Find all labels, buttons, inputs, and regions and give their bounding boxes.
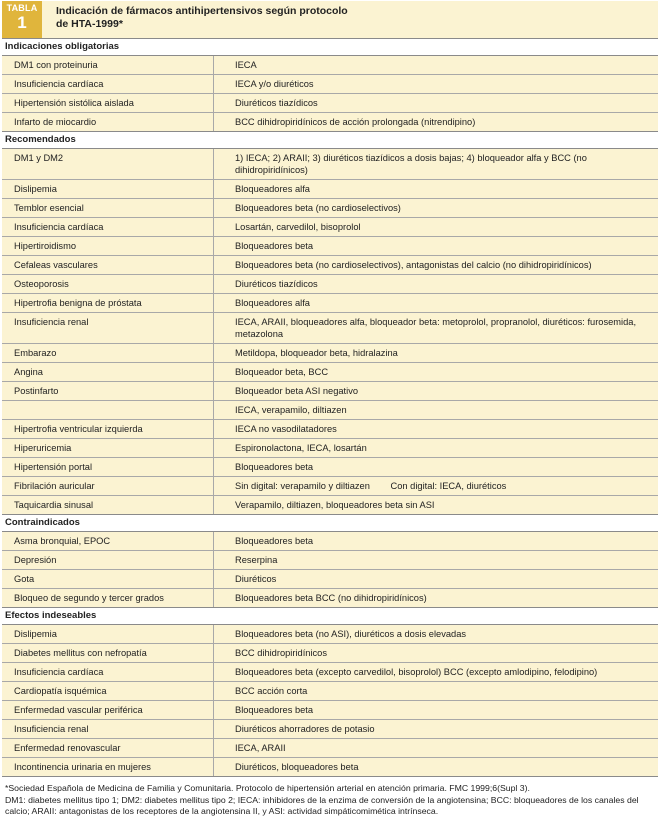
condition-cell: DM1 con proteinuria [2, 56, 214, 74]
table-row [2, 275, 658, 294]
drug-cell: Espironolactona, IECA, losartán [235, 443, 367, 453]
condition-cell: DM1 y DM2 [2, 149, 214, 179]
condition-cell: Infarto de miocardio [2, 113, 214, 131]
table-row [2, 199, 658, 218]
table-row [2, 682, 658, 701]
table-row [2, 294, 658, 313]
drug-cell: Bloqueadores alfa [235, 184, 310, 194]
section-header: Efectos indeseables [2, 608, 658, 625]
drug-cell: IECA, ARAII, bloqueadores alfa, bloqueador beta: metoprolol, propranolol, diuréticos: furosemida, metazolona [235, 317, 637, 339]
table-row [2, 758, 658, 777]
drug-cell: IECA no vasodilatadores [235, 424, 337, 434]
condition-cell: Hipertensión portal [2, 458, 214, 476]
table-row [2, 218, 658, 237]
condition-cell: Insuficiencia cardíaca [2, 218, 214, 236]
table-tag: TABLA [6, 3, 38, 13]
table-1 [2, 1, 658, 818]
drug-cell: Bloqueador beta, BCC [235, 367, 329, 377]
table-header [2, 1, 658, 39]
drug-cell: Losartán, carvedilol, bisoprolol [235, 222, 361, 232]
table-row [2, 237, 658, 256]
condition-cell: Postinfarto [2, 382, 214, 400]
condition-cell: Incontinencia urinaria en mujeres [2, 758, 214, 776]
drug-cell: BCC acción corta [235, 686, 308, 696]
condition-cell: Cardiopatía isquémica [2, 682, 214, 700]
table-row [2, 420, 658, 439]
drug-cell: Verapamilo, diltiazen, bloqueadores beta sin ASI [235, 500, 435, 510]
table-body [2, 39, 658, 777]
section-header: Indicaciones obligatorias [2, 39, 658, 56]
table-row [2, 149, 658, 180]
condition-cell: Hipertrofia benigna de próstata [2, 294, 214, 312]
table-row [2, 256, 658, 275]
condition-cell: Temblor esencial [2, 199, 214, 217]
condition-cell: Insuficiencia renal [2, 720, 214, 738]
table-row [2, 401, 658, 420]
table-row [2, 458, 658, 477]
condition-cell: Hiperuricemia [2, 439, 214, 457]
title-line-2: de HTA-1999* [56, 18, 123, 30]
table-row [2, 739, 658, 758]
condition-cell: Hipertensión sistólica aislada [2, 94, 214, 112]
condition-cell: Enfermedad vascular periférica [2, 701, 214, 719]
drug-cell: Diuréticos, bloqueadores beta [235, 762, 359, 772]
footnote-source: *Sociedad Española de Medicina de Familia y Comunitaria. Protocolo de hipertensión arterial en atención primaria. FMC 1999;6(Supl 3). [5, 783, 530, 793]
condition-cell: Taquicardia sinusal [2, 496, 214, 514]
table-row [2, 94, 658, 113]
condition-cell: Hipertrofia ventricular izquierda [2, 420, 214, 438]
drug-cell: Sin digital: verapamilo y diltiazen Con digital: IECA, diuréticos [235, 481, 507, 491]
condition-cell: Gota [2, 570, 214, 588]
table-row [2, 363, 658, 382]
table-row [2, 570, 658, 589]
drug-cell: 1) IECA; 2) ARAII; 3) diuréticos tiazídicos a dosis bajas; 4) bloqueador alfa y BCC (no dihidropiridínicos) [235, 153, 587, 175]
drug-cell: Reserpina [235, 555, 278, 565]
drug-cell: Bloqueadores beta (no ASI), diuréticos a dosis elevadas [235, 629, 467, 639]
title-line-1: Indicación de fármacos antihipertensivos según protocolo [56, 5, 348, 17]
table-row [2, 532, 658, 551]
drug-cell: Bloqueadores beta [235, 536, 314, 546]
condition-cell: Embarazo [2, 344, 214, 362]
table-row [2, 56, 658, 75]
drug-cell: IECA y/o diuréticos [235, 79, 314, 89]
table-row [2, 663, 658, 682]
table-row [2, 720, 658, 739]
condition-cell: Dislipemia [2, 625, 214, 643]
condition-cell: Cefaleas vasculares [2, 256, 214, 274]
condition-cell: Depresión [2, 551, 214, 569]
footnote-abbrev-2: calcio; ARAII: antagonistas de los receptores de la angiotensina II, y ASI: actividad simpáticomimética intrínseca. [5, 806, 439, 816]
table-row [2, 75, 658, 94]
table-row [2, 382, 658, 401]
drug-cell: IECA, ARAII [235, 743, 286, 753]
condition-cell: Dislipemia [2, 180, 214, 198]
section-header: Recomendados [2, 132, 658, 149]
drug-cell: Bloqueadores beta (no cardioselectivos) [235, 203, 401, 213]
condition-cell: Fibrilación auricular [2, 477, 214, 495]
drug-cell: IECA, verapamilo, diltiazen [235, 405, 347, 415]
drug-cell: Diuréticos ahorradores de potasio [235, 724, 375, 734]
drug-cell: Diuréticos tiazídicos [235, 98, 318, 108]
drug-cell: Bloqueadores beta [235, 462, 314, 472]
table-title [42, 1, 348, 38]
drug-cell: Metildopa, bloqueador beta, hidralazina [235, 348, 398, 358]
drug-cell: Diuréticos [235, 574, 277, 584]
condition-cell: Hipertiroidismo [2, 237, 214, 255]
condition-cell: Insuficiencia cardíaca [2, 75, 214, 93]
footnote-abbrev-1: DM1: diabetes mellitus tipo 1; DM2: diabetes mellitus tipo 2; IECA: inhibidores de la enzima de conversión de la angiotensina; BCC: bloqueadores de los canales del [5, 794, 639, 805]
drug-cell: Bloqueador beta ASI negativo [235, 386, 359, 396]
footnotes [2, 783, 658, 818]
drug-cell: Bloqueadores alfa [235, 298, 310, 308]
section-header: Contraindicados [2, 515, 658, 532]
table-row [2, 644, 658, 663]
table-row [2, 180, 658, 199]
drug-cell: BCC dihidropiridínicos de acción prolongada (nitrendipino) [235, 117, 476, 127]
table-row [2, 313, 658, 344]
condition-cell: Bloqueo de segundo y tercer grados [2, 589, 214, 607]
condition-cell: Insuficiencia cardíaca [2, 663, 214, 681]
table-row [2, 551, 658, 570]
drug-cell: Bloqueadores beta [235, 705, 314, 715]
condition-cell: Osteoporosis [2, 275, 214, 293]
table-row [2, 496, 658, 515]
drug-cell: Bloqueadores beta (no cardioselectivos), antagonistas del calcio (no dihidropiridínicos) [235, 260, 592, 270]
drug-cell: Diuréticos tiazídicos [235, 279, 318, 289]
condition-cell: Insuficiencia renal [2, 313, 214, 343]
table-row [2, 439, 658, 458]
table-row [2, 625, 658, 644]
table-row [2, 589, 658, 608]
condition-cell: Angina [2, 363, 214, 381]
drug-cell: IECA [235, 60, 257, 70]
condition-cell: Enfermedad renovascular [2, 739, 214, 757]
table-number: 1 [17, 13, 27, 32]
table-row [2, 477, 658, 496]
drug-cell: Bloqueadores beta (excepto carvedilol, bisoprolol) BCC (excepto amlodipino, felodipino) [235, 667, 598, 677]
table-row [2, 701, 658, 720]
condition-cell [2, 401, 214, 419]
drug-cell: Bloqueadores beta [235, 241, 314, 251]
table-row [2, 113, 658, 132]
table-label-badge [2, 1, 42, 38]
condition-cell: Asma bronquial, EPOC [2, 532, 214, 550]
condition-cell: Diabetes mellitus con nefropatía [2, 644, 214, 662]
drug-cell: Bloqueadores beta BCC (no dihidropiridínicos) [235, 593, 427, 603]
drug-cell: BCC dihidropiridínicos [235, 648, 327, 658]
table-row [2, 344, 658, 363]
